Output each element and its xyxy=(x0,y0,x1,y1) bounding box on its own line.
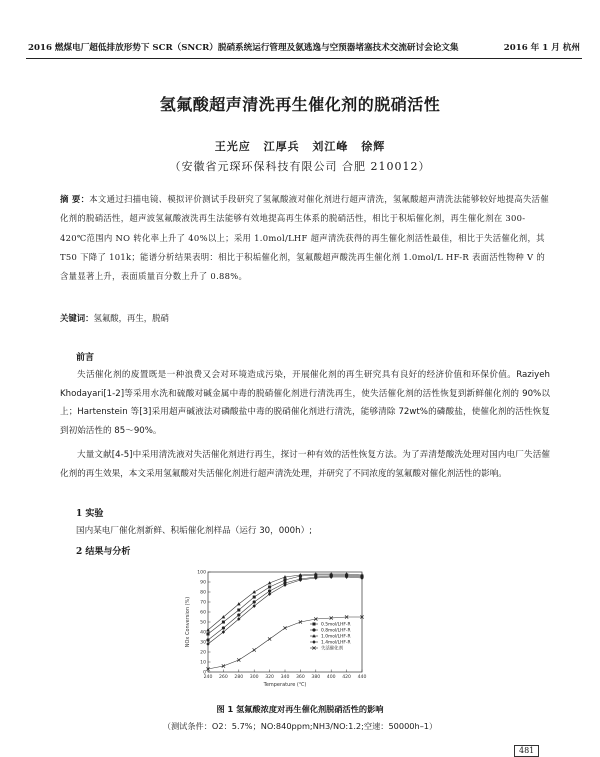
abstract-text: 本文通过扫描电镜、模拟评价测试手段研究了氢氟酸液对催化剂进行超声清洗，氢氟酸超声清洗法能够较好地提高失活催化剂的脱硝活性，超声波氢氟酸液洗再生法能够有效地提高再生体系的脱硝活性，相比于积垢催化剂，再生催化剂在 300-420℃范围内 NO 转化率上升了 40%以上；采用 1.0mol/LHF 超声清洗获得的再生催化剂活性最佳，相比于失活催化剂，其 T50 下降了 101k；能谱分析结果表明：相比于积垢催化剂，氢氟酸超声酸洗再生催化剂 1.0mol/L HF-R 表面活性物种 V 的含量显著上升，表面质量百分数上升了 0.88%。 xyxy=(60,194,550,282)
figure-1-chart xyxy=(178,566,374,694)
keywords xyxy=(60,312,550,324)
y-tick-label: 90 xyxy=(200,580,206,586)
legend-marker xyxy=(312,640,315,644)
data-point xyxy=(207,633,210,636)
header-rule xyxy=(26,58,582,59)
keywords-label: 关键词： xyxy=(60,313,94,323)
x-axis-label: Temperature (℃) xyxy=(263,682,307,688)
x-tick-label: 420 xyxy=(342,675,351,680)
y-tick-label: 0 xyxy=(203,670,206,676)
y-tick-label: 70 xyxy=(200,600,206,606)
data-point xyxy=(237,602,241,605)
legend-label: 0.5mol/LHF-R xyxy=(321,622,351,628)
legend-marker xyxy=(313,623,316,626)
data-point xyxy=(253,596,256,599)
x-tick-label: 260 xyxy=(219,675,228,680)
figure-caption: 图 1 氢氟酸浓度对再生催化剂脱硝活性的影响 xyxy=(216,704,384,714)
conference-date-place: 2016 年 1 月 杭州 xyxy=(503,43,580,53)
author-list: 王光应 江厚兵 刘江峰 徐辉 xyxy=(214,140,386,153)
figure-test-conditions: （测试条件：O2：5.7%；NO:840ppm;NH3/NO:1.2;空速：50000h–1） xyxy=(162,721,438,731)
x-tick-label: 340 xyxy=(280,675,290,680)
paper-title: 氢氟酸超声清洗再生催化剂的脱硝活性 xyxy=(159,95,441,114)
legend-marker xyxy=(312,628,315,631)
conference-title: 2016 燃煤电厂超低排放形势下 SCR（SNCR）脱硝系统运行管理及氨逃逸与空预器堵塞技术交流研讨会论文集 xyxy=(28,43,459,53)
affiliation: （安徽省元琛环保科技有限公司 合肥 210012） xyxy=(169,160,431,173)
x-tick-label: 380 xyxy=(311,675,321,680)
y-tick-label: 10 xyxy=(200,660,206,666)
y-tick-label: 50 xyxy=(200,620,206,626)
results-heading: 2 结果与分析 xyxy=(76,547,131,557)
x-tick-label: 440 xyxy=(357,675,367,680)
data-point xyxy=(253,648,256,651)
abstract-label: 摘 要： xyxy=(60,194,90,204)
data-point xyxy=(253,600,256,603)
legend-label: 1.4mol/LHF-R xyxy=(321,640,351,646)
x-tick-label: 240 xyxy=(203,675,213,680)
data-point xyxy=(268,586,271,589)
data-point xyxy=(283,626,286,629)
intro-paragraph-2: 大量文献[4-5]中采用清洗液对失活催化剂进行再生，探讨一种有效的活性恢复方法。为了弄清楚酸洗处理对国内电厂失活催化剂的再生效果，本文采用氢氟酸对失活催化剂进行超声清洗处理，并研究了不同浓度的氢氟酸对催化剂活性的影响。 xyxy=(60,450,550,479)
data-point xyxy=(206,638,209,641)
data-point xyxy=(222,621,225,624)
y-tick-label: 80 xyxy=(200,590,206,596)
running-head xyxy=(28,41,580,53)
y-tick-label: 60 xyxy=(200,610,206,616)
x-tick-label: 360 xyxy=(296,675,305,680)
y-tick-label: 100 xyxy=(197,570,206,576)
x-tick-label: 320 xyxy=(265,675,274,680)
x-tick-label: 280 xyxy=(234,675,244,680)
legend-label: 1.0mol/LHF-R xyxy=(321,634,351,640)
intro-paragraph-1: 失活催化剂的废置既是一种浪费又会对环境造成污染，开展催化剂的再生研究具有良好的经济价值和环保价值。Raziyeh Khodayari[1-2]等采用水洗和硫酸对碱金属中毒的脱硝催化剂进行清洗再生，使失活催化剂的活性恢复到新鲜催化剂的 90%以上；Hartenstein 等[3]采用超声碱液法对磷酸盐中毒的脱硝催化剂进行清洗，能够清除 72wt%的磷酸盐，使催化剂的活性恢复到初始活性的 85～90%。 xyxy=(60,370,550,436)
x-tick-label: 300 xyxy=(249,675,259,680)
experiment-text: 国内某电厂催化剂新鲜、积垢催化剂样品（运行 30，000h）; xyxy=(76,526,313,536)
legend-label: 0.8mol/LHF-R xyxy=(321,628,351,634)
y-tick-label: 40 xyxy=(200,630,206,636)
data-point xyxy=(222,626,225,629)
chart-svg xyxy=(178,566,374,694)
data-point xyxy=(268,637,271,640)
data-point xyxy=(268,592,271,596)
experiment-heading: 1 实验 xyxy=(76,509,104,519)
intro-heading: 前言 xyxy=(76,353,95,363)
y-tick-label: 20 xyxy=(200,650,206,656)
page-number: 481 xyxy=(514,745,539,757)
data-point xyxy=(237,609,240,612)
x-tick-label: 400 xyxy=(326,675,336,680)
data-point xyxy=(252,590,256,593)
data-point xyxy=(284,579,287,582)
abstract xyxy=(60,190,550,286)
data-point xyxy=(237,613,240,616)
data-point xyxy=(206,642,209,646)
y-tick-label: 30 xyxy=(200,640,206,646)
legend-label: 失活催化剂 xyxy=(321,646,343,652)
keywords-text: 氢氟酸，再生，脱硝 xyxy=(93,313,169,323)
data-point xyxy=(237,658,240,661)
y-axis-label: NOx Conversion (%) xyxy=(185,596,191,648)
